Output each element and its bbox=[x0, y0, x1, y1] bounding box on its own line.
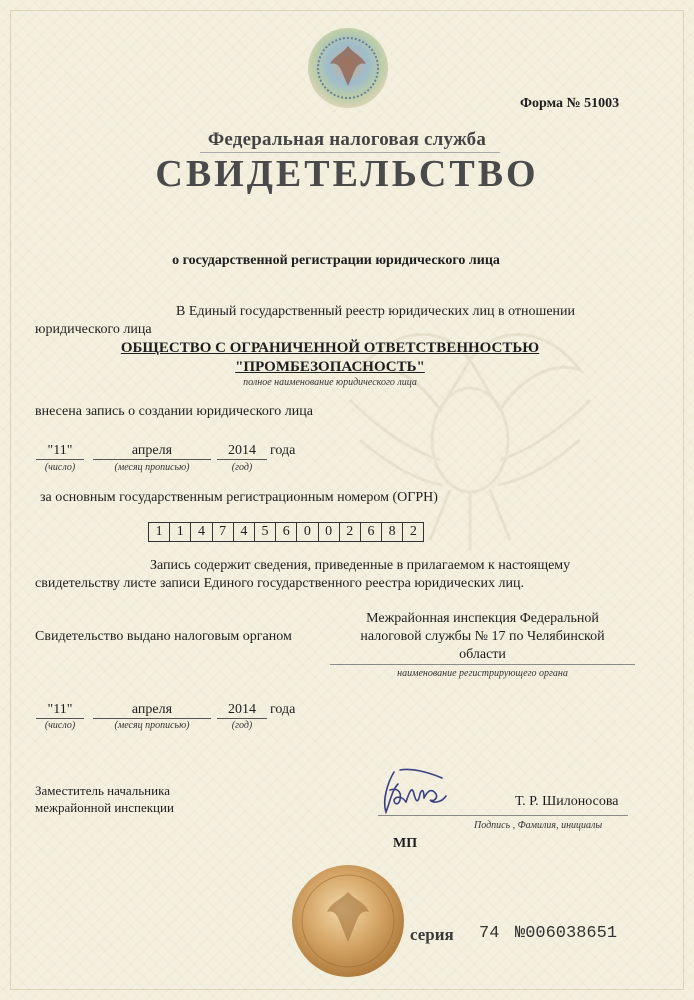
ogrn-digit: 6 bbox=[275, 522, 296, 542]
signature-caption: Подпись , Фамилия, инициалы bbox=[474, 820, 603, 831]
ogrn-digit: 8 bbox=[381, 522, 402, 542]
signer-position-line-2: межрайонной инспекции bbox=[35, 800, 174, 815]
issued-by-label: Свидетельство выдано налоговым органом bbox=[35, 629, 292, 644]
date1-suffix: года bbox=[270, 443, 296, 458]
ogrn-digit: 2 bbox=[339, 522, 360, 542]
ogrn-digit: 0 bbox=[318, 522, 339, 542]
ogrn-digit: 1 bbox=[169, 522, 190, 542]
date2-day: "11" bbox=[36, 702, 84, 719]
company-caption: полное наименование юридического лица bbox=[243, 377, 417, 388]
ogrn-number bbox=[148, 522, 424, 542]
date2-month-caption: (месяц прописью) bbox=[114, 720, 190, 731]
ogrn-digit: 2 bbox=[402, 522, 424, 542]
intro-line-1: В Единый государственный реестр юридических лиц в отношении bbox=[176, 304, 576, 319]
eagle-watermark-icon bbox=[330, 300, 610, 560]
authority-caption: наименование регистрирующего органа bbox=[397, 668, 568, 679]
series-value: 74 bbox=[479, 924, 500, 943]
date2-month: апреля bbox=[93, 702, 211, 719]
ogrn-digit: 5 bbox=[254, 522, 275, 542]
company-name-line-2: "ПРОМБЕЗОПАСНОСТЬ" bbox=[235, 359, 425, 375]
date1-year: 2014 bbox=[217, 443, 267, 460]
date2-suffix: года bbox=[270, 702, 296, 717]
serial-number: №006038651 bbox=[515, 924, 618, 943]
date2-day-caption: (число) bbox=[44, 720, 76, 731]
service-name: Федеральная налоговая служба bbox=[207, 129, 487, 150]
signer-position-line-1: Заместитель начальника bbox=[35, 783, 170, 798]
gold-seal-icon bbox=[289, 862, 407, 980]
signature-icon bbox=[372, 760, 462, 820]
date1-day-caption: (число) bbox=[44, 462, 76, 473]
hologram-emblem-icon bbox=[306, 26, 390, 110]
date1-year-caption: (год) bbox=[231, 462, 253, 473]
entry-made-text: внесена запись о создании юридического лица bbox=[35, 404, 313, 419]
intro-line-2: юридического лица bbox=[35, 322, 152, 337]
authority-line-2: налоговой службы № 17 по Челябинской bbox=[360, 629, 605, 644]
record-line-2: свидетельству листе записи Единого государственного реестра юридических лиц. bbox=[35, 576, 524, 591]
authority-underline bbox=[330, 664, 635, 665]
ogrn-digit: 4 bbox=[233, 522, 254, 542]
date2-year-caption: (год) bbox=[231, 720, 253, 731]
ogrn-digit: 0 bbox=[296, 522, 317, 542]
form-number: Форма № 51003 bbox=[520, 96, 620, 111]
series-label: серия bbox=[410, 925, 454, 944]
stamp-place: МП bbox=[393, 836, 418, 851]
authority-line-1: Межрайонная инспекция Федеральной bbox=[366, 611, 599, 626]
date1-month-caption: (месяц прописью) bbox=[114, 462, 190, 473]
signature-underline bbox=[378, 815, 628, 816]
subtitle: о государственной регистрации юридического лица bbox=[172, 253, 500, 268]
ogrn-digit: 6 bbox=[360, 522, 381, 542]
date1-month: апреля bbox=[93, 443, 211, 460]
ogrn-digit: 7 bbox=[212, 522, 233, 542]
date1-day: "11" bbox=[36, 443, 84, 460]
ogrn-digit: 1 bbox=[148, 522, 169, 542]
document-title: СВИДЕТЕЛЬСТВО bbox=[155, 153, 539, 195]
ogrn-digit: 4 bbox=[190, 522, 211, 542]
company-name-line-1: ОБЩЕСТВО С ОГРАНИЧЕННОЙ ОТВЕТСТВЕННОСТЬЮ bbox=[120, 340, 540, 356]
record-line-1: Запись содержит сведения, приведенные в прилагаемом к настоящему bbox=[150, 558, 571, 573]
authority-line-3: области bbox=[459, 647, 506, 662]
date2-year: 2014 bbox=[217, 702, 267, 719]
signer-name: Т. Р. Шилоносова bbox=[515, 794, 619, 809]
ogrn-label: за основным государственным регистрационным номером (ОГРН) bbox=[40, 490, 438, 505]
